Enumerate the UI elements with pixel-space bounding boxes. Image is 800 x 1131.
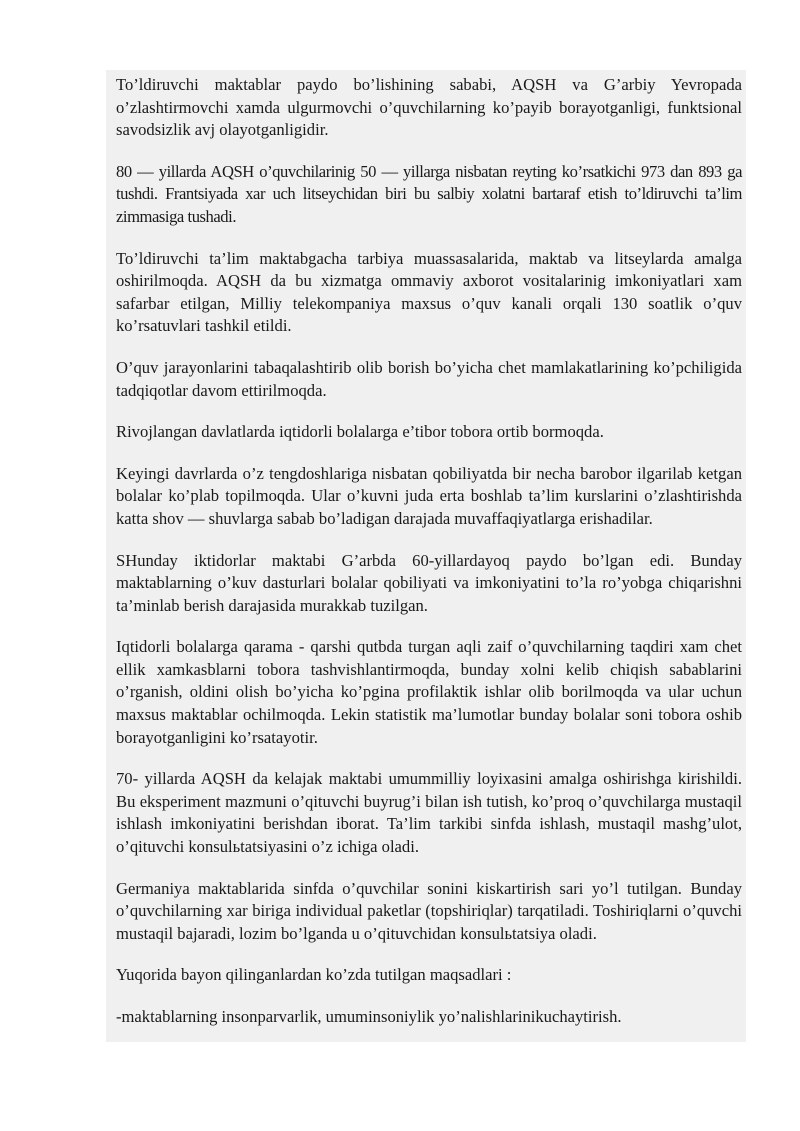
paragraph-7: SHunday iktidorlar maktabi G’arbda 60-yillardayoq paydo bo’lgan edi. Bunday maktablarning o’kuv dasturlari bolalar qobiliyati va imkoniyatini to’la ro’yobga chiqarishni ta’minlab berish darajasida murakkab tuzilgan. (116, 550, 742, 615)
paragraph-1: To’ldiruvchi maktablar paydo bo’lishining sababi, AQSH va G’arbiy Yevropada o’zlashtirmovchi xamda ulgurmovchi o’quvchilarning ko’payib borayotganligi, funktsional savodsizlik avj olayotganligidir. (116, 75, 742, 140)
paragraph-12: -maktablarning insonparvarlik, umuminsoniylik yo’nalishlarinikuchaytirish. (116, 1007, 622, 1026)
paragraph-3: To’ldiruvchi ta’lim maktabgacha tarbiya muassasalarida, maktab va litseylarda amalga oshirilmoqda. AQSH da bu xizmatga ommaviy axborot vositalarinig imkoniyatlari xam safarbar etilgan, Milliy telekompaniya maxsus o’quv kanali orqali 130 soatlik o’quv ko’rsatuvlari tashkil etildi. (116, 248, 742, 336)
paragraph-8: Iqtidorli bolalarga qarama - qarshi qutbda turgan aqli zaif o’quvchilarning taqdiri xam chet ellik xamkasblarni tobora tashvishlantirmoqda, bunday xolni kelib chiqish sabablarini o’rganish, oldini olish bo’yicha ko’pgina profilaktik ishlar olib borilmoqda va ular uchun maxsus maktablar ochilmoqda. Lekin statistik ma’lumotlar bunday bolalar soni tobora oshib borayotganligini ko’rsatayotir. (116, 637, 742, 747)
paragraph-9: 70- yillarda AQSH da kelajak maktabi umummilliy loyixasini amalga oshirishga kirishildi. Bu eksperiment mazmuni o’qituvchi buyrug’i bilan ish tutish, ko’proq o’quvchilarga mustaqil ishlash imkoniyatini berishdan iborat. Ta’lim tarkibi sinfda ishlash, mustaqil mashg’ulot, o’qituvchi konsulьtatsiyasini o’z ichiga oladi. (116, 769, 742, 857)
paragraph-6: Keyingi davrlarda o’z tengdoshlariga nisbatan qobiliyatda bir necha barobor ilgarilab ketgan bolalar ko’plab topilmoqda. Ular o’kuvni juda erta boshlab ta’lim kurslarini o’zlashtirishda katta shov — shuvlarga sabab bo’ladigan darajada muvaffaqiyatlarga erishadilar. (116, 463, 742, 528)
paragraph-5: Rivojlangan davlatlarda iqtidorli bolalarga e’tibor tobora ortib bormoqda. (116, 422, 604, 442)
paragraph-11: Yuqorida bayon qilinganlardan ko’zda tutilgan maqsadlari : (116, 965, 512, 985)
paragraph-2: 80 — yillarda AQSH o’quvchilarinig 50 — yillarga nisbatan reyting ko’rsatkichi 973 dan 893 ga tushdi. Frantsiyada xar uch litseychidan biri bu salbiy xolatni bartaraf etish to’ldiruvchi ta’lim zimmasiga tushadi. (116, 161, 742, 226)
paragraph-10: Germaniya maktablarida sinfda o’quvchilar sonini kiskartirish sari yo’l tutilgan. Bunday o’quvchilarning xar biriga individual paketlar (topshiriqlar) tarqatiladi. Toshiriqlarni o’quvchi mustaqil bajaradi, lozim bo’lganda u o’qituvchidan konsulьtatsiya oladi. (116, 878, 742, 943)
paragraph-4: O’quv jarayonlarini tabaqalashtirib olib borish bo’yicha chet mamlakatlarining ko’pchiligida tadqiqotlar davom ettirilmoqda. (116, 357, 742, 400)
document-page (106, 70, 746, 1042)
